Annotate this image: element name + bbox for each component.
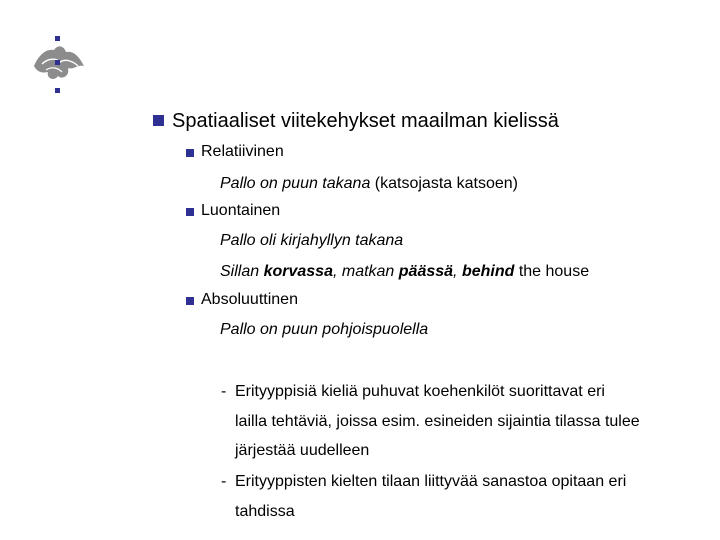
example-part: , matkan [332,263,399,280]
section-relative-label: Relatiivinen [201,143,284,160]
example-part-bold: korvassa [263,263,333,280]
note-2-line-2: tahdissa [235,503,295,520]
note-2-line-1: Erityyppisten kielten tilaan liittyvää sanastoa opitaan eri [235,473,627,490]
absolute-example [220,321,428,339]
bullet-square-icon [153,115,164,126]
bullet-square-icon [186,208,194,216]
example-part: Sillan [220,263,264,280]
university-flame-logo-icon [28,36,88,96]
absolute-example-text: Pallo on puun pohjoispuolella [220,321,429,338]
section-absolute-label: Absoluuttinen [201,291,298,308]
slide-heading: Spatiaaliset viitekehykset maailman kielissä [172,110,559,132]
example-part: , [453,263,462,280]
note-1-line-1: Erityyppisiä kieliä puhuvat koehenkilöt suorittavat eri [235,383,605,400]
bullet-square-icon [186,149,194,157]
example-part: the house [514,263,590,280]
relative-example-italic: Pallo on puun takana [220,175,371,192]
example-part-bold: päässä [398,263,454,280]
note-dash: - [221,383,227,400]
intrinsic-example-2 [220,263,589,281]
intrinsic-example-1 [220,232,403,250]
section-intrinsic-label: Luontainen [201,202,281,219]
relative-example [220,175,518,193]
bullet-square-icon [186,297,194,305]
relative-example-plain: (katsojasta katsoen) [370,175,518,192]
note-1-line-2: lailla tehtäviä, joissa esim. esineiden sijaintia tilassa tulee [235,413,640,430]
intrinsic-example-1-text: Pallo oli kirjahyllyn takana [220,232,404,249]
note-1-line-3: järjestää uudelleen [235,442,370,459]
note-dash: - [221,473,227,490]
example-part-bold: behind [461,263,515,280]
